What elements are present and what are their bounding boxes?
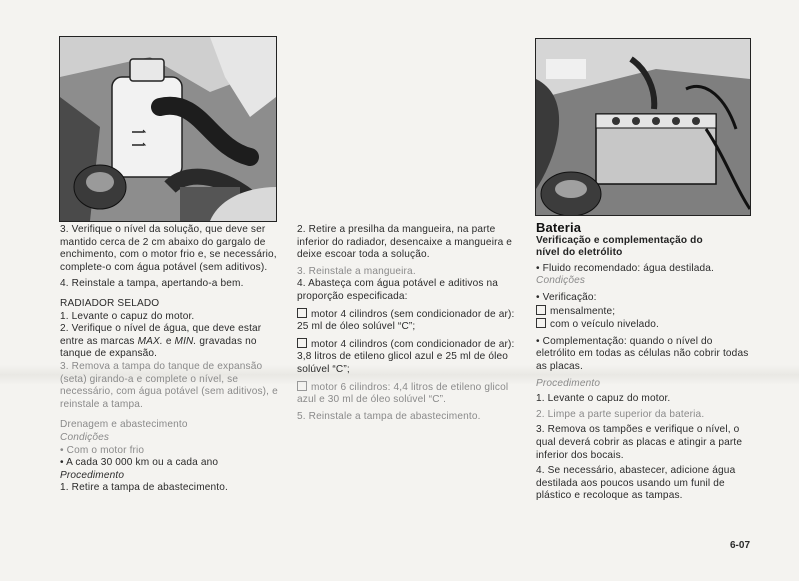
coolant-reservoir-illustration bbox=[59, 36, 277, 222]
sealed-step-1: 1. Levante o capuz do motor. bbox=[60, 310, 195, 322]
procedure-step-3: 3. Reinstale a mangueira. bbox=[297, 265, 416, 277]
sealed-step-3: 3. Remova a tampa do tanque de expansão (seta) girando-a e complete o nível, se necessário, com água potável (sem aditivos), e reinstale a tampa. bbox=[60, 360, 278, 410]
battery-step-1: 1. Levante o capuz do motor. bbox=[536, 393, 671, 405]
max-mark: MAX. bbox=[137, 335, 163, 347]
condition-2: • A cada 30 000 km ou a cada ano bbox=[60, 457, 219, 469]
complement-line: • Complementação: quando o nível do eletrólito em todas as células não cobrir todas as placas. bbox=[536, 335, 749, 372]
checkbox-icon bbox=[297, 381, 307, 391]
battery-subtitle: Verificação e complementação do nível do eletrólito bbox=[536, 234, 703, 259]
procedure-heading: Procedimento bbox=[60, 469, 125, 481]
battery-illustration bbox=[535, 38, 751, 216]
option-2 bbox=[297, 338, 517, 377]
procedure-step-4: 4. Abasteça com água potável e aditivos na proporção especificada: bbox=[297, 278, 499, 302]
conditions-heading: Condições bbox=[536, 275, 586, 287]
step-3: 3. Verifique o nível da solução, que deve ser mantido cerca de 2 cm abaixo do gargalo de enchimento, com o motor frio e, se necessário, complete-o com água potável (sem aditivos). bbox=[60, 224, 277, 273]
procedure-heading: Procedimento bbox=[536, 377, 601, 389]
checkbox-icon bbox=[536, 305, 546, 315]
checkbox-icon bbox=[536, 318, 546, 328]
option-1 bbox=[297, 308, 517, 334]
procedure-step-1: 1. Retire a tampa de abastecimento. bbox=[60, 482, 228, 494]
check-monthly-text: mensalmente; bbox=[550, 305, 616, 317]
sealed-step-2-text-c: gravadas no tanque de expansão. bbox=[60, 335, 257, 360]
check-level bbox=[536, 318, 750, 332]
check-monthly bbox=[536, 305, 750, 319]
page-number: 6-07 bbox=[730, 540, 751, 551]
procedure-step-2: 2. Retire a presilha da mangueira, na parte inferior do radiador, desencaixe a mangueira e deixe escoar toda a solução. bbox=[297, 224, 513, 261]
checkbox-icon bbox=[297, 308, 307, 318]
drain-heading: Drenagem e abastecimento bbox=[60, 419, 188, 431]
checkbox-icon bbox=[297, 338, 307, 348]
condition-1: • Com o motor frio bbox=[60, 444, 145, 456]
battery-step-2: 2. Limpe a parte superior da bateria. bbox=[536, 408, 705, 420]
option-3 bbox=[297, 381, 517, 407]
check-level-text: com o veículo nivelado. bbox=[550, 319, 659, 331]
option-1-text: motor 4 cilindros (sem condicionador de ar): 25 ml de óleo solúvel “C”; bbox=[297, 308, 515, 333]
column-middle bbox=[297, 224, 517, 423]
battery-title: Bateria bbox=[536, 220, 582, 235]
sealed-step-2-text-b: e bbox=[162, 335, 175, 347]
step-4: 4. Reinstale a tampa, apertando-a bem. bbox=[60, 278, 244, 290]
column-right bbox=[536, 222, 750, 503]
check-line: • Verificação: bbox=[536, 291, 597, 303]
sealed-step-2-text-a: 2. Verifique o nível de água, que deve estar entre as marcas bbox=[60, 323, 262, 347]
section-title: RADIADOR SELADO bbox=[60, 297, 160, 309]
procedure-step-5: 5. Reinstale a tampa de abastecimento. bbox=[297, 410, 481, 422]
option-3-text: motor 6 cilindros: 4,4 litros de etileno glicol azul e 30 ml de óleo solúvel “C”. bbox=[297, 381, 509, 406]
min-mark: MIN. bbox=[174, 335, 197, 347]
battery-step-3: 3. Remova os tampões e verifique o nível, o qual deverá cobrir as placas e atingir a parte inferior dos bocais. bbox=[536, 424, 743, 461]
option-2-text: motor 4 cilindros (com condicionador de ar): 3,8 litros de etileno glicol azul e 25 ml de óleo solúvel “C”; bbox=[297, 338, 515, 375]
column-left bbox=[60, 224, 278, 495]
battery-step-4: 4. Se necessário, abastecer, adicione água destilada aos poucos usando um funil de plástico e recoloque as tampas. bbox=[536, 465, 736, 502]
sealed-step-2 bbox=[60, 323, 278, 361]
conditions-heading: Condições bbox=[60, 431, 110, 443]
fluid-line: • Fluido recomendado: água destilada. bbox=[536, 262, 714, 274]
